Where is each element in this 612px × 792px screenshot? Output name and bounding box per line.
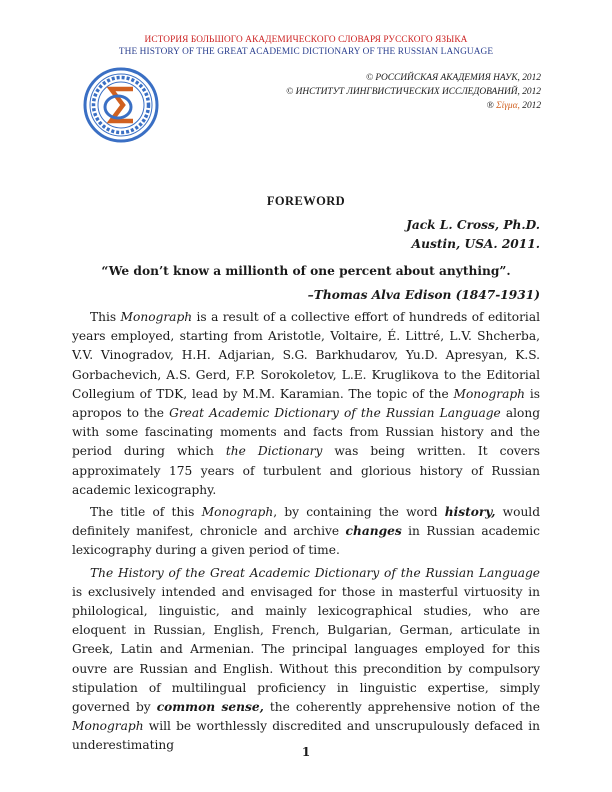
registered-mark: ®	[486, 101, 494, 111]
copyright-academy: © РОССИЙСКАЯ АКАДЕМИЯ НАУК, 2012	[365, 73, 541, 83]
sigma-year: 2012	[522, 101, 541, 111]
sigma-brand-name: Σίγμα,	[496, 101, 520, 111]
page-number: 1	[301, 745, 311, 759]
paragraph-2: The title of this Monograph, by containing the word history, would definitely manifest, chronicle and archive changes in Russian academic lexicography during a given period of time.	[72, 505, 540, 558]
paragraph-3: The History of the Great Academic Dictionary of the Russian Language is exclusively intended and envisaged for those in masterful virtuosity in philological, linguistic, and mainly lexicographical studies, who are eloquent in Russian, English, French, Bulgarian, German, articulate in Greek, Latin and Armenian. The principal languages employed for this ouvre are Russian and English. Without this precondition by compulsory stipulation of multilingual proficiency in linguistic expertise, simply governed by common sense, the coherently apprehensive notion of the Monograph will be worthlessly discredited and unscrupulously defaced in underestimating	[72, 565, 540, 753]
page-title: FOREWORD	[266, 194, 346, 208]
running-header-russian: ИСТОРИЯ БОЛЬШОГО АКАДЕМИЧЕСКОГО СЛОВАРЯ РУССКОГО ЯЗЫКА	[144, 35, 468, 45]
running-header-english: THE HISTORY OF THE GREAT ACADEMIC DICTIONARY OF THE RUSSIAN LANGUAGE	[118, 47, 494, 57]
epigraph-quote: “We don’t know a millionth of one percent about anything”.	[101, 264, 511, 278]
body-text	[72, 308, 540, 759]
paragraph-1: This Monograph is a result of a collective effort of hundreds of editorial years employed, starting from Aristotle, Voltaire, É. Littré, L.V. Shcherba, V.V. Vinogradov, H.H. Adjarian, S.G. Barkhudarov, Yu.D. Apresyan, K.S. Gorbachevich, A.S. Gerd, F.P. Sorokoletov, L.E. Kruglikova to the Editorial Collegium of TDK, lead by M.M. Karamian. The topic of the Monograph is apropos to the Great Academic Dictionary of the Russian Language along with some fascinating moments and facts from Russian history and the period during which the Dictionary was being written. It covers approximately 175 years of turbulent and glorious history of Russian academic lexicography.	[72, 310, 540, 497]
author-name: Jack L. Cross, Ph.D.	[406, 218, 540, 232]
sigma-logo	[83, 67, 159, 143]
copyright-sigma	[487, 101, 541, 111]
copyright-institute: © ИНСТИТУТ ЛИНГВИСТИЧЕСКИХ ИССЛЕДОВАНИЙ, 2012	[286, 87, 541, 97]
author-place-date: Austin, USA. 2011.	[411, 237, 540, 251]
epigraph-author: –Thomas Alva Edison (1847-1931)	[307, 288, 540, 302]
